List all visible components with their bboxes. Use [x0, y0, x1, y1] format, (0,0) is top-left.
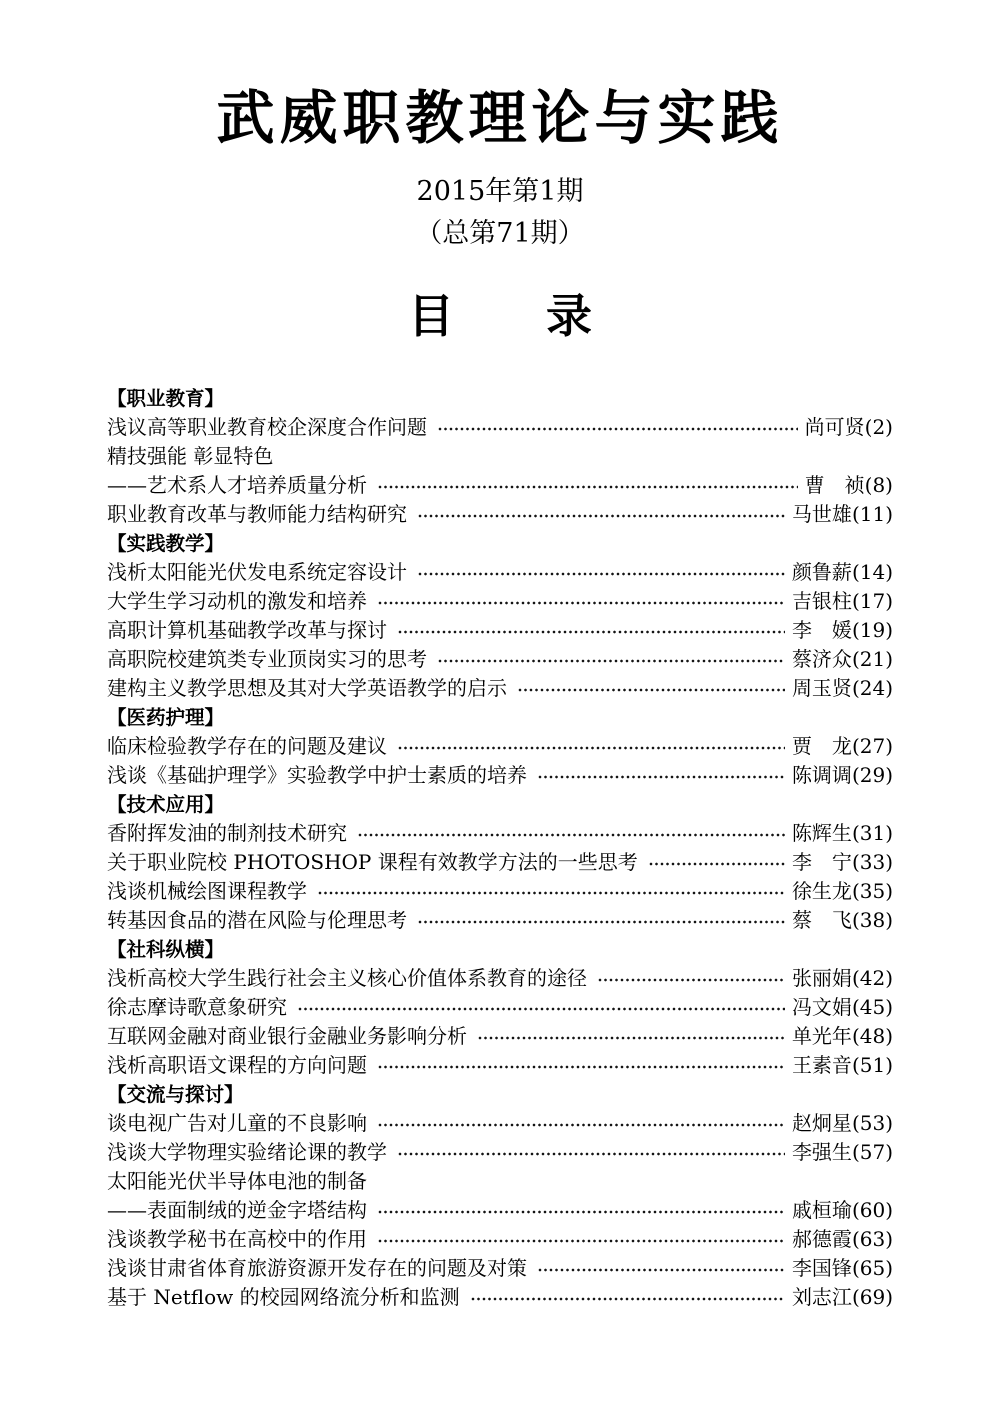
entry-author: 赵炯星 [791, 1111, 852, 1136]
dot-leader [378, 1210, 785, 1214]
entry-author: 李 媛 [791, 618, 852, 643]
toc-entry-row [107, 1196, 893, 1225]
entry-author: 戚桓瑜 [791, 1198, 852, 1223]
toc-entry-row [107, 616, 893, 645]
entry-title: 谈电视广告对儿童的不良影响 [107, 1111, 367, 1136]
dot-leader [358, 833, 785, 837]
entry-title: 浅谈机械绘图课程教学 [107, 879, 307, 904]
entry-page: (11) [851, 502, 893, 527]
entry-title: 徐志摩诗歌意象研究 [107, 995, 287, 1020]
entry-author: 刘志江 [791, 1285, 852, 1310]
dot-leader [398, 1152, 785, 1156]
entry-author: 冯文娟 [791, 995, 852, 1020]
dot-leader [598, 978, 785, 982]
entry-title: ——艺术系人才培养质量分析 [107, 473, 367, 498]
toc-entry-row [107, 1022, 893, 1051]
toc-entry-row [107, 1225, 893, 1254]
toc-entry-row [107, 906, 893, 935]
toc-entry-row [107, 761, 893, 790]
entry-page: (48) [851, 1024, 893, 1049]
entry-title: 高职院校建筑类专业顶岗实习的思考 [107, 647, 427, 672]
entry-title: 临床检验教学存在的问题及建议 [107, 734, 387, 759]
dot-leader [471, 1297, 785, 1301]
dot-leader [438, 427, 798, 431]
toc-entry-row [107, 877, 893, 906]
entry-author: 李国锋 [791, 1256, 852, 1281]
entry-title: 浅谈教学秘书在高校中的作用 [107, 1227, 367, 1252]
entry-page: (57) [851, 1140, 893, 1165]
entry-page: (60) [851, 1198, 893, 1223]
entry-page: (69) [851, 1285, 893, 1310]
entry-author: 贾 龙 [791, 734, 852, 759]
entry-author: 单光年 [791, 1024, 852, 1049]
entry-page: (33) [851, 850, 893, 875]
section-header: 【技术应用】 [107, 793, 225, 817]
entry-author: 颜鲁薪 [791, 560, 852, 585]
section-header: 【交流与探讨】 [107, 1083, 244, 1107]
toc-entry-row [107, 645, 893, 674]
dot-leader [418, 920, 785, 924]
entry-title: 建构主义教学思想及其对大学英语教学的启示 [107, 676, 507, 701]
entry-page: (38) [851, 908, 893, 933]
entry-author: 陈辉生 [791, 821, 852, 846]
toc-entry-row [107, 993, 893, 1022]
entry-page: (35) [851, 879, 893, 904]
entry-title-first-line: 太阳能光伏半导体电池的制备 [107, 1169, 367, 1194]
dot-leader [438, 659, 785, 663]
entry-author: 李强生 [791, 1140, 852, 1165]
toc-entry-row [107, 674, 893, 703]
entry-author: 张丽娟 [791, 966, 852, 991]
section-header: 【职业教育】 [107, 387, 225, 411]
journal-title: 武威职教理论与实践 [216, 84, 784, 152]
entry-author: 蔡济众 [791, 647, 852, 672]
entry-author: 尚可贤 [804, 415, 865, 440]
entry-author: 吉银柱 [791, 589, 852, 614]
dot-leader [538, 1268, 785, 1272]
section-header: 【实践教学】 [107, 532, 225, 556]
entry-page: (53) [851, 1111, 893, 1136]
entry-page: (19) [851, 618, 893, 643]
dot-leader [318, 891, 785, 895]
entry-title: 高职计算机基础教学改革与探讨 [107, 618, 387, 643]
dot-leader [398, 630, 785, 634]
entry-title: 浅析高校大学生践行社会主义核心价值体系教育的途径 [107, 966, 587, 991]
entry-author: 周玉贤 [791, 676, 852, 701]
toc-entry-row [107, 964, 893, 993]
entry-page: (2) [864, 415, 893, 440]
dot-leader [649, 862, 785, 866]
toc-entry-row [107, 1254, 893, 1283]
volume-line: （总第71期） [415, 218, 585, 250]
dot-leader [378, 601, 785, 605]
entry-author: 郝德霞 [791, 1227, 852, 1252]
dot-leader [518, 688, 785, 692]
entry-title: 转基因食品的潜在风险与伦理思考 [107, 908, 407, 933]
dot-leader [378, 1239, 785, 1243]
entry-author: 徐生龙 [791, 879, 852, 904]
entry-author: 马世雄 [791, 502, 852, 527]
dot-leader [378, 1123, 785, 1127]
entry-title-first-line: 精技强能 彰显特色 [107, 444, 274, 469]
entry-page: (63) [851, 1227, 893, 1252]
dot-leader [418, 514, 785, 518]
toc-entry-row [107, 558, 893, 587]
entry-title: 浅谈《基础护理学》实验教学中护士素质的培养 [107, 763, 527, 788]
entry-page: (45) [851, 995, 893, 1020]
dot-leader [398, 746, 785, 750]
entry-page: (29) [851, 763, 893, 788]
entry-page: (65) [851, 1256, 893, 1281]
entry-title: 互联网金融对商业银行金融业务影响分析 [107, 1024, 467, 1049]
toc-entry-row [107, 819, 893, 848]
entry-page: (17) [851, 589, 893, 614]
entry-title: 浅谈大学物理实验绪论课的教学 [107, 1140, 387, 1165]
entry-page: (42) [851, 966, 893, 991]
toc-entry-row [107, 500, 893, 529]
issue-line: 2015年第1期 [416, 175, 584, 207]
entry-page: (14) [851, 560, 893, 585]
dot-leader [478, 1036, 785, 1040]
entry-title: 浅谈甘肃省体育旅游资源开发存在的问题及对策 [107, 1256, 527, 1281]
entry-title: ——表面制绒的逆金字塔结构 [107, 1198, 367, 1223]
toc-entry-row [107, 848, 893, 877]
entry-page: (24) [851, 676, 893, 701]
entry-page: (8) [864, 473, 893, 498]
entry-author: 陈调调 [791, 763, 852, 788]
entry-author: 蔡 飞 [791, 908, 852, 933]
entry-title: 浅析高职语文课程的方向问题 [107, 1053, 367, 1078]
dot-leader [378, 1065, 785, 1069]
entry-title: 大学生学习动机的激发和培养 [107, 589, 367, 614]
entry-title: 浅议高等职业教育校企深度合作问题 [107, 415, 427, 440]
entry-title: 关于职业院校 PHOTOSHOP 课程有效教学方法的一些思考 [107, 850, 638, 875]
toc-entry-row [107, 732, 893, 761]
entry-author: 李 宁 [791, 850, 852, 875]
toc-entry-row [107, 587, 893, 616]
entry-author: 曹 祯 [804, 473, 865, 498]
entry-page: (21) [851, 647, 893, 672]
entry-title: 香附挥发油的制剂技术研究 [107, 821, 347, 846]
toc-entry-row [107, 1109, 893, 1138]
toc [107, 384, 893, 1312]
entry-page: (31) [851, 821, 893, 846]
dot-leader [298, 1007, 785, 1011]
dot-leader [418, 572, 785, 576]
toc-entry-row [107, 413, 893, 442]
section-header: 【社科纵横】 [107, 938, 225, 962]
toc-entry-row [107, 1138, 893, 1167]
entry-title: 浅析太阳能光伏发电系统定容设计 [107, 560, 407, 585]
toc-entry-row [107, 1283, 893, 1312]
entry-page: (51) [851, 1053, 893, 1078]
entry-title: 职业教育改革与教师能力结构研究 [107, 502, 407, 527]
toc-entry-row [107, 471, 893, 500]
toc-heading: 目 录 [408, 289, 592, 343]
section-header: 【医药护理】 [107, 706, 225, 730]
dot-leader [538, 775, 785, 779]
entry-page: (27) [851, 734, 893, 759]
toc-entry-row [107, 1051, 893, 1080]
entry-author: 王素音 [791, 1053, 852, 1078]
entry-title: 基于 Netflow 的校园网络流分析和监测 [107, 1285, 460, 1310]
dot-leader [378, 485, 798, 489]
